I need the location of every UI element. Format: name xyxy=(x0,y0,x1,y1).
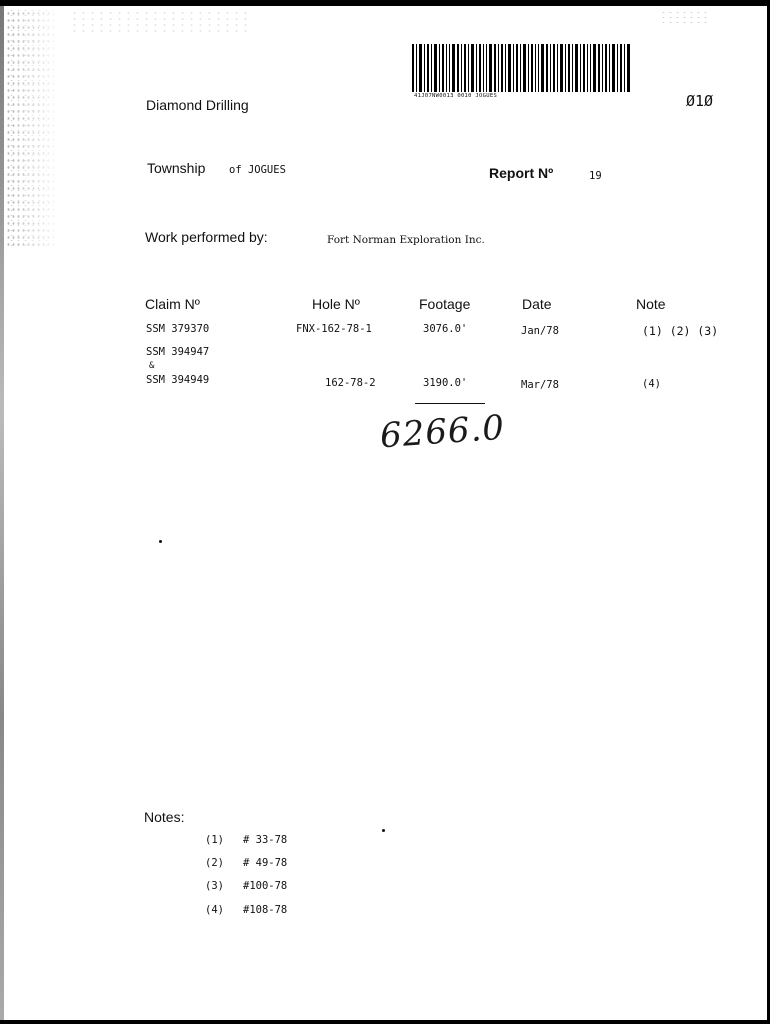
note-cell: (4) xyxy=(642,378,661,390)
col-footage: Footage xyxy=(419,296,471,312)
note-number: (1) xyxy=(205,834,224,846)
scan-dot xyxy=(159,540,162,543)
date-cell: Jan/78 xyxy=(521,325,559,337)
col-note: Note xyxy=(636,296,666,312)
note-number: (4) xyxy=(205,904,224,916)
note-cell: (1) (2) (3) xyxy=(642,324,719,338)
note-reference: #100-78 xyxy=(243,880,288,892)
document-title: Diamond Drilling xyxy=(146,97,249,113)
work-label: Work performed by: xyxy=(145,229,268,245)
hole-cell: FNX-162-78-1 xyxy=(296,323,372,335)
hole-cell: 162-78-2 xyxy=(325,377,376,389)
page-code: Ø1Ø xyxy=(686,92,714,110)
sum-rule xyxy=(415,403,485,404)
footage-cell: 3076.0' xyxy=(423,323,468,335)
scan-noise xyxy=(6,10,66,250)
notes-label: Notes: xyxy=(144,809,185,825)
contractor-name: Fort Norman Exploration Inc. xyxy=(327,234,485,246)
note-reference: # 33-78 xyxy=(243,834,288,846)
col-date: Date xyxy=(522,296,552,312)
scan-noise-top-right xyxy=(660,10,710,24)
claim-cell: SSM 394947 xyxy=(146,346,210,358)
footage-cell: 3190.0' xyxy=(423,377,468,389)
note-number: (2) xyxy=(205,857,224,869)
claim-separator: & xyxy=(149,361,155,371)
note-reference: #108-78 xyxy=(243,904,288,916)
date-cell: Mar/78 xyxy=(521,379,559,391)
claim-cell: SSM 379370 xyxy=(146,323,210,335)
claim-cell-2: SSM 394949 xyxy=(146,374,210,386)
col-claim: Claim Nº xyxy=(145,296,200,312)
scan-edge xyxy=(0,6,4,1020)
township-label: Township xyxy=(147,160,206,176)
report-number: 19 xyxy=(589,170,602,182)
handwritten-total: 6266.0 xyxy=(378,407,507,457)
scan-dot xyxy=(382,829,385,832)
col-hole: Hole Nº xyxy=(312,296,360,312)
note-number: (3) xyxy=(205,880,224,892)
barcode xyxy=(412,44,632,92)
township-value: of JOGUES xyxy=(229,164,286,176)
barcode-bars xyxy=(412,44,632,92)
note-reference: # 49-78 xyxy=(243,857,288,869)
barcode-caption: 41J07NW0013 0010 JOGUES xyxy=(414,93,498,99)
scan-noise-top xyxy=(70,10,250,32)
report-label: Report Nº xyxy=(489,165,554,181)
